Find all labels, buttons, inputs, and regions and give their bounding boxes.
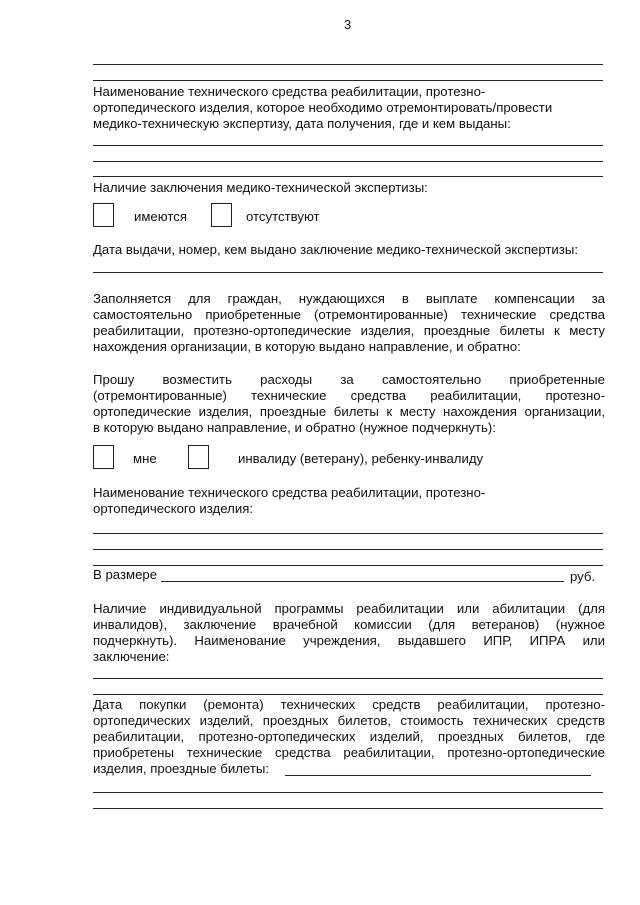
- fill-line[interactable]: [93, 792, 603, 793]
- purchase-text-line-5: изделия, проездные билеты:: [93, 761, 270, 776]
- purchase-text-line-1: Дата покупки (ремонта) технических средств реабилитации, протезно-: [93, 697, 605, 712]
- fill-line[interactable]: [93, 145, 603, 146]
- fill-line[interactable]: [93, 549, 603, 550]
- purchase-text-line-3: реабилитации, протезно-ортопедических изделий, проездных билетов, где: [93, 729, 605, 744]
- device-name-label-line-1: Наименование технического средства реабилитации, протезно-: [93, 485, 486, 500]
- expertise-no-checkbox[interactable]: [211, 203, 232, 227]
- fill-line[interactable]: [93, 64, 603, 65]
- request-me-checkbox[interactable]: [93, 445, 114, 469]
- fill-line[interactable]: [93, 80, 603, 81]
- fill-line[interactable]: [93, 533, 603, 534]
- program-text-line-3: подчеркнуть). Наименование учреждения, выдавшего ИПР, ИПРА или: [93, 633, 605, 648]
- fill-line[interactable]: [93, 808, 603, 809]
- purchase-text-line-4: приобретены технические средства реабилитации, протезно-ортопедические: [93, 745, 605, 760]
- fill-line[interactable]: [93, 161, 603, 162]
- request-me-label: мне: [133, 451, 157, 466]
- compensation-text-line-4: нахождения организации, в которую выдано направление, и обратно:: [93, 339, 521, 354]
- fill-line[interactable]: [93, 272, 603, 273]
- request-other-checkbox[interactable]: [188, 445, 209, 469]
- program-text-line-4: заключение:: [93, 649, 170, 664]
- fill-line[interactable]: [93, 694, 603, 695]
- device-name-label-line-2: ортопедического изделия:: [93, 501, 253, 516]
- repair-device-label-line-3: медико-техническую экспертизу, дата получения, где и кем выданы:: [93, 116, 511, 131]
- request-other-label: инвалиду (ветерану), ребенку-инвалиду: [238, 451, 484, 466]
- purchase-input-line[interactable]: [285, 775, 591, 776]
- expertise-label: Наличие заключения медико-технической экспертизы:: [93, 180, 428, 195]
- request-text-line-2: (отремонтированные) технические средства реабилитации, протезно-: [93, 388, 605, 403]
- program-text-line-1: Наличие индивидуальной программы реабилитации или абилитации (для: [93, 601, 605, 616]
- program-text-line-2: инвалидов), заключение врачебной комиссии (для ветеранов) (нужное: [93, 617, 605, 632]
- request-text-line-3: ортопедические изделия, проездные билеты к месту нахождения организации,: [93, 404, 605, 419]
- request-text-line-1: Прошу возместить расходы за самостоятельно приобретенные: [93, 372, 605, 387]
- expertise-date-label: Дата выдачи, номер, кем выдано заключение медико-технической экспертизы:: [93, 242, 578, 257]
- fill-line[interactable]: [93, 565, 603, 566]
- amount-label: В размере: [93, 567, 158, 582]
- compensation-text-line-3: реабилитации, протезно-ортопедические изделия, проездные билеты к месту: [93, 323, 605, 338]
- fill-line[interactable]: [93, 678, 603, 679]
- compensation-text-line-2: самостоятельно приобретенные (отремонтированные) технические средства: [93, 307, 605, 322]
- fill-line[interactable]: [93, 176, 603, 177]
- repair-device-label-line-1: Наименование технического средства реабилитации, протезно-: [93, 84, 486, 99]
- expertise-no-label: отсутствуют: [246, 209, 320, 224]
- compensation-text-line-1: Заполняется для граждан, нуждающихся в выплате компенсации за: [93, 291, 605, 306]
- page-number: 3: [344, 17, 352, 32]
- expertise-yes-checkbox[interactable]: [93, 203, 114, 227]
- amount-currency: руб.: [570, 569, 596, 584]
- repair-device-label-line-2: ортопедического изделия, которое необходимо отремонтировать/провести: [93, 100, 553, 115]
- amount-input-line[interactable]: [161, 581, 564, 582]
- request-text-line-4: в которую выдано направление, и обратно (нужное подчеркнуть):: [93, 420, 496, 435]
- expertise-yes-label: имеются: [134, 209, 187, 224]
- purchase-text-line-2: ортопедических изделий, проездных билетов, стоимость технических средств: [93, 713, 605, 728]
